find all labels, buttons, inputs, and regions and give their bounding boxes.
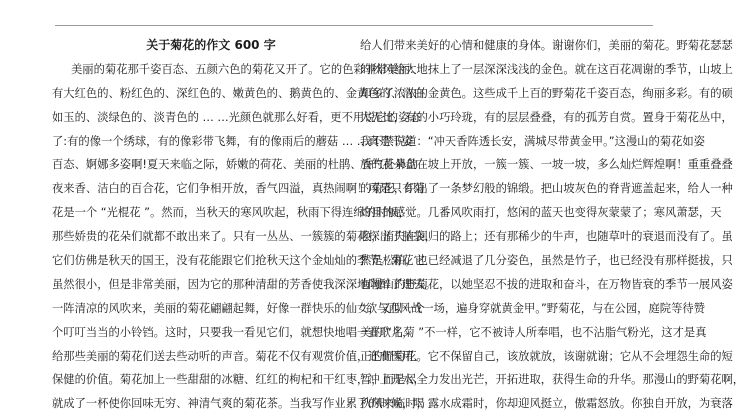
text-line: 花是一个 “光棍花 ”。然而，当秋天的寒风吹起，秋雨下得连绵的时候，: [52, 206, 410, 220]
text-line: 给人们带来美好的心情和健康的身体。谢谢你们，美丽的菊花。野菊花瑟瑟: [360, 39, 733, 52]
text-line: 一阵清凉的风吹来，美丽的菊花翩翩起舞，好像一群快乐的仙女，又似一个: [52, 301, 425, 315]
text-line: 灼目的感觉。几番风吹雨打，悠闲的蓝天也变得灰蒙蒙了；寒风萧瑟，天: [360, 206, 722, 220]
text-line: “欲与西风战一场，遍身穿就黄金甲。”野菊花，与在公园，庭院等待赞: [360, 301, 705, 315]
page-title: 关于菊花的作文 600 字: [146, 38, 276, 52]
top-rule: [55, 25, 653, 26]
left-column: [52, 34, 437, 416]
text-line: 的秋风给大地抹上了一层深深浅浅的金色。就在这百花凋谢的季节，山坡上: [360, 62, 733, 76]
text-line: 它们仿佛是秋天的国王，没有花能跟它们抢秋天这个金灿灿的季节。菊花它: [52, 254, 425, 268]
text-line: 虽然很小，但是非常美丽，因为它的那种清甜的芳香使我深深地陶醉了进去。: [52, 277, 437, 291]
text-line: 的菊花，织出了一条梦幻般的锦缎。把山坡灰色的脊背遮盖起来，给人一种: [360, 182, 733, 196]
text-line: 就成了一杯使你回味无穷、神清气爽的菊花茶。当我写作业累了的时候，喝: [52, 397, 425, 411]
text-line: 有漫山的野菊花，以她坚忍不拔的进取和奋斗，在万物皆衰的季节一展风姿: [360, 277, 733, 291]
text-line: 放的花朵盘在坡上开放，一簇一簇、一坡一坡，多么灿烂辉煌啊！重重叠叠: [360, 158, 733, 172]
text-line: 我不禁说道：“冲天香阵透长安，满城尽带黄金甲。”这漫山的菊花如姿: [360, 134, 705, 148]
text-line: 美丽的菊花那千姿百态、五颜六色的菊花又开了。它的色彩非常美丽:: [71, 62, 414, 76]
text-line: 有大红色的、粉红色的、深红色的、嫩黄色的、鹅黄色的、金黄色的、洁白: [52, 86, 425, 100]
text-line: 保健的价值。菊花加上一些甜甜的冰糖、红红的枸杞和干红枣，冲上开水，: [52, 373, 425, 387]
text-line: 然是松柏，也已经减退了几分姿色，虽然是竹子，也已经没有那样挺拔，只: [360, 254, 733, 268]
text-line: 唤，消失在回归的路上；还有那稀少的牛声，也随草叶的衰退而没有了。虽: [360, 230, 733, 244]
text-line: 大无比，有的小巧玲珑，有的层层叠叠，有的孤芳自赏。置身于菊花丛中，: [360, 110, 733, 124]
text-line: 给那些美丽的菊花们送去些动听的声音。菊花不仅有观赏价值，还有医用、: [52, 349, 425, 363]
text-line: 正的野菊花。它不保留自己，该放就放，该谢就谢；它从不会埋怨生命的短: [360, 349, 733, 363]
text-line: 却多了浓浓的金黄色。这些成千上百的野菊花千姿百态，绚丽多彩。有的硕: [360, 86, 733, 100]
right-column: [360, 34, 744, 416]
text-line: 如玉的、淡绿色的、淡青色的 … …光颜色就那么好看，更不用说它的姿态: [52, 110, 421, 124]
text-line: 暂，而是尽全力发出光芒，开拓进取，获得生命的升华。那漫山的野菊花啊，: [360, 373, 744, 387]
text-line: 那些娇贵的花朵们就都不敢出来了。只有一丛丛、一簇簇的菊花探出了脑袋，: [52, 230, 437, 244]
text-line: 秋风来临时，露水成霜时，你却迎风挺立，傲霜怒放。你独自开放，为衰落: [360, 397, 733, 411]
text-line: 百态、婀娜多姿啊!夏天来临之际，娇嫩的荷花、美丽的杜鹃、香气扑鼻的: [52, 158, 419, 172]
text-line: 个叮叮当当的小铃铛。这时，只要我一看见它们，就想快地唱一首歌儿，: [52, 325, 414, 339]
text-line: 夜来香、洁白的百合花，它们争相开放，香气四溢，真热闹啊！可是只有菊: [52, 182, 425, 196]
text-line: 了:有的像一个绣球，有的像彩带飞舞，有的像雨后的蘑菇 … …真是千姿: [52, 134, 414, 148]
text-line: 美的 “名菊 ”不一样，它不被诗人所奉唱，也不沾脂气粉光，这才是真: [360, 325, 707, 339]
